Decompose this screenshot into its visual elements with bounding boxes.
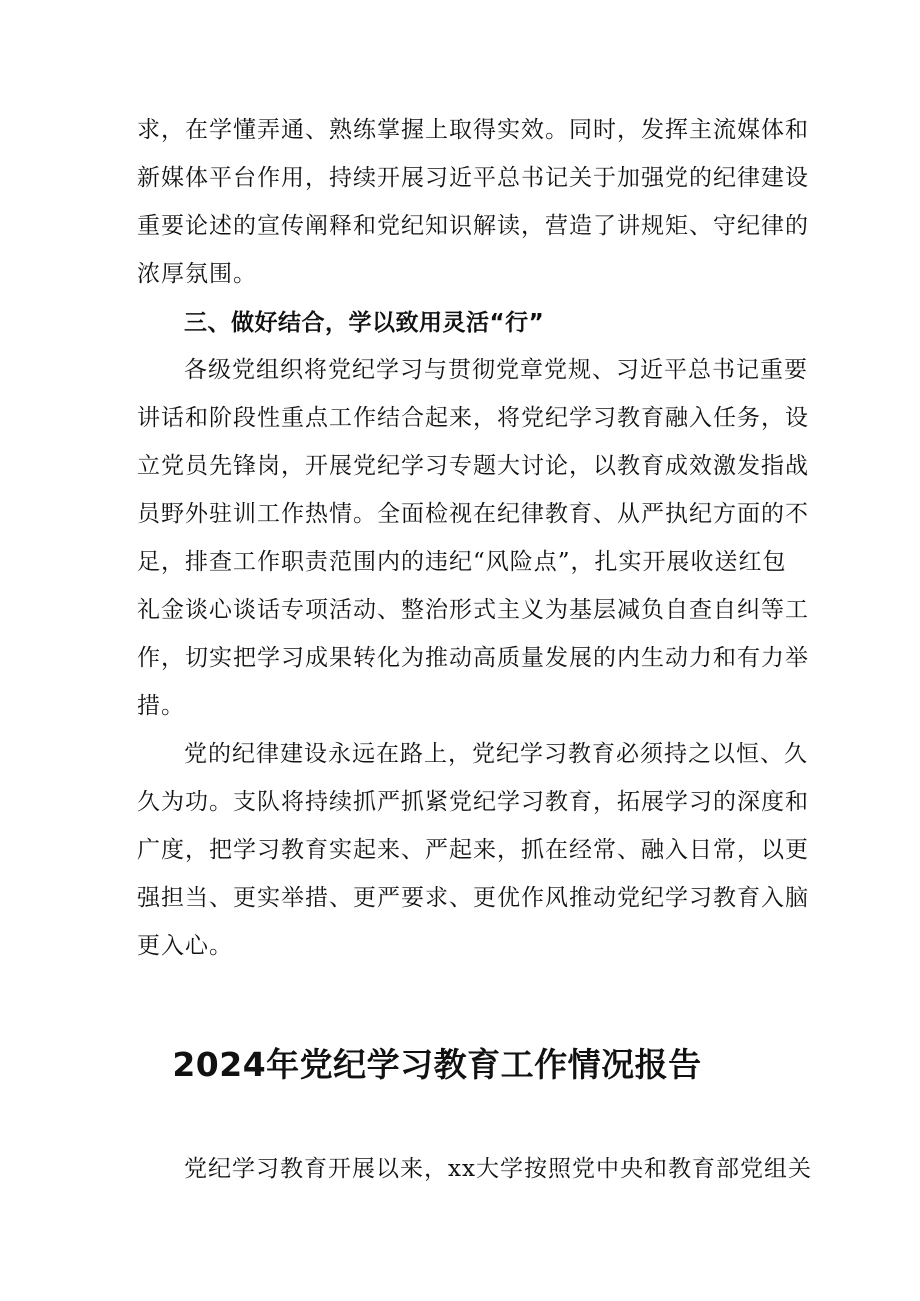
- paragraph-line: 各级党组织将党纪学习与贯彻党章党规、习近平总书记重要: [184, 357, 808, 383]
- paragraph-line: 广度，把学习教育实起来、严起来，抓在经常、融入日常，以更: [137, 837, 809, 863]
- paragraph-line: 重要论述的宣传阐释和党纪知识解读，营造了讲规矩、守纪律的: [137, 213, 809, 239]
- paragraph-line: 党纪学习教育开展以来，xx大学按照党中央和教育部党组关: [184, 1156, 812, 1182]
- paragraph-line: 更入心。: [137, 933, 233, 959]
- paragraph-line: 措。: [137, 693, 185, 719]
- report-title: 2024年党纪学习教育工作情况报告: [172, 1045, 702, 1084]
- paragraph-line: 党的纪律建设永远在路上，党纪学习教育必须持之以恒、久: [184, 741, 808, 767]
- paragraph-line: 求，在学懂弄通、熟练掌握上取得实效。同时，发挥主流媒体和: [137, 117, 809, 143]
- paragraph-line: 礼金谈心谈话专项活动、整治形式主义为基层减负自查自纠等工: [137, 597, 809, 623]
- paragraph-line: 新媒体平台作用，持续开展习近平总书记关于加强党的纪律建设: [137, 165, 809, 191]
- paragraph-line: 讲话和阶段性重点工作结合起来，将党纪学习教育融入任务，设: [137, 405, 809, 431]
- paragraph-line: 足，排查工作职责范围内的违纪“风险点”，扎实开展收送红包: [137, 549, 787, 575]
- paragraph-line: 强担当、更实举措、更严要求、更优作风推动党纪学习教育入脑: [137, 885, 809, 911]
- paragraph-line: 浓厚氛围。: [137, 261, 257, 287]
- paragraph-line: 立党员先锋岗，开展党纪学习专题大讨论，以教育成效激发指战: [137, 453, 809, 479]
- paragraph-line: 作，切实把学习成果转化为推动高质量发展的内生动力和有力举: [137, 645, 809, 671]
- section-heading: 三、做好结合，学以致用灵活“行”: [184, 310, 545, 336]
- paragraph-line: 久为功。支队将持续抓严抓紧党纪学习教育，拓展学习的深度和: [137, 789, 809, 815]
- paragraph-line: 员野外驻训工作热情。全面检视在纪律教育、从严执纪方面的不: [137, 501, 809, 527]
